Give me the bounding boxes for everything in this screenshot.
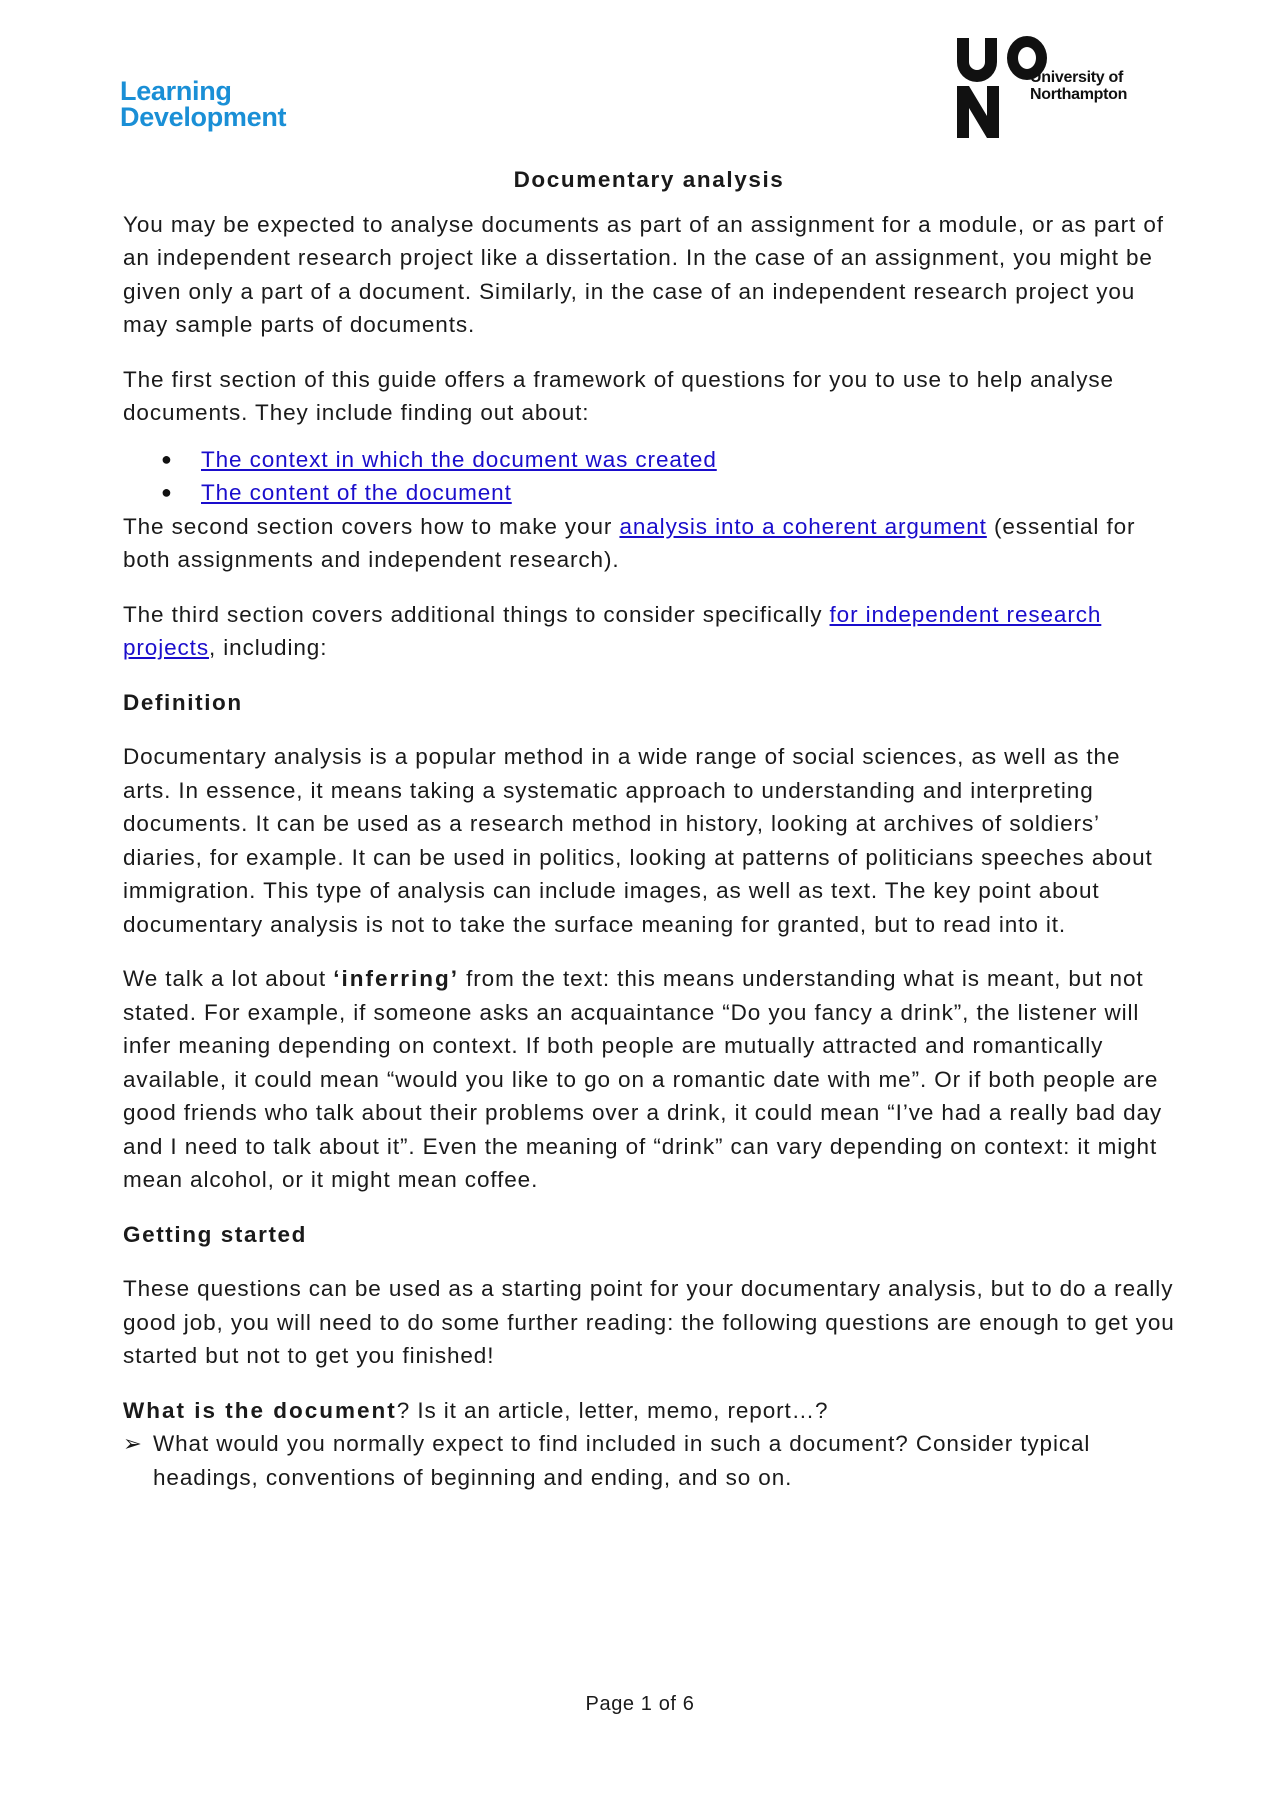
- bullet-icon: ●: [161, 482, 173, 502]
- question-line: [123, 1394, 1175, 1428]
- intro-paragraph-1: You may be expected to analyse documents as part of an assignment for a module, or as part of an independent research project like a dissertation. In the case of an assignment, you might be given only a part of a document. Similarly, in the case of an independent research project you may sample parts of documents.: [123, 211, 1164, 337]
- getting-started-paragraph: These questions can be used as a starting point for your documentary analysis, but to do a really good job, you will need to do some further reading: the following questions are enough to get you started but not to get you finished!: [123, 1276, 1175, 1368]
- context-link[interactable]: The context in which the document was created: [201, 446, 717, 472]
- page-number: Page 1 of 6: [585, 1693, 695, 1715]
- logo-line-1: Learning: [120, 76, 232, 106]
- third-section-paragraph: [123, 598, 1175, 665]
- arrow-bullet-icon: ➢: [123, 1431, 143, 1456]
- content-link[interactable]: The content of the document: [201, 480, 512, 505]
- list-item: [161, 443, 1175, 477]
- text-span: The third section covers additional things to consider specifically: [123, 601, 830, 627]
- intro-paragraph-2: The first section of this guide offers a framework of questions for you to use to help analyse documents. They include finding out about:: [123, 366, 1114, 425]
- independent-research-link[interactable]: for independent research projects: [123, 601, 1102, 660]
- university-line-2: Northampton: [1030, 85, 1128, 103]
- university-name: [1030, 70, 1127, 104]
- bold-term: ‘inferring’: [333, 966, 459, 991]
- text-span: (essential for both assignments and independent research).: [123, 513, 1136, 572]
- text-span: We talk a lot about: [123, 966, 334, 991]
- second-section-paragraph: [123, 510, 1175, 577]
- list-item: [123, 1427, 1175, 1494]
- argument-link[interactable]: analysis into a coherent argument: [619, 513, 987, 539]
- topic-list: [123, 443, 1175, 510]
- bullet-icon: ●: [161, 448, 173, 469]
- text-span: ? Is it an article, letter, memo, report…?: [396, 1397, 829, 1423]
- definition-paragraph-2: [123, 962, 1175, 1197]
- definition-heading: Definition: [123, 689, 243, 715]
- page-title: Documentary analysis: [513, 167, 785, 192]
- definition-paragraph-1: Documentary analysis is a popular method in a wide range of social sciences, as well as the arts. In essence, it means taking a systematic approach to understanding and interpreting documents. It can be used as a research method in history, looking at archives of soldiers’ diaries, for example. It can be used in politics, looking at patterns of politicians speeches about immigration. This type of analysis can include images, as well as text. The key point about documentary analysis is not to take the surface meaning for granted, but to read into it.: [123, 744, 1153, 937]
- text-span: The second section covers how to make your: [123, 513, 620, 539]
- question-bold: What is the document: [123, 1397, 397, 1423]
- arrow-list: [123, 1427, 1175, 1494]
- text-span: from the text: this means understanding what is meant, but not stated. For example, if someone asks an acquaintance “Do you fancy a drink”, the listener will infer meaning depending on context. If both people are mutually attracted and romantically available, it could mean “would you like to go on a romantic date with me”. Or if both people are good friends who talk about their problems over a drink, it could mean “I’ve had a really bad day and I need to talk about it”. Even the meaning of “drink” can vary depending on context: it might mean alcohol, or it might mean coffee.: [123, 966, 1163, 1192]
- logo-line-2: Development: [120, 102, 287, 133]
- getting-started-heading: Getting started: [123, 1221, 308, 1247]
- document-body: [123, 163, 1175, 1494]
- learning-development-logo: [120, 78, 286, 131]
- list-item: [161, 476, 1175, 510]
- text-span: , including:: [208, 635, 328, 660]
- text-span: What would you normally expect to find included in such a document? Consider typical headings, conventions of beginning and ending, and so on.: [153, 1431, 1091, 1490]
- university-line-1: University of: [1030, 69, 1124, 86]
